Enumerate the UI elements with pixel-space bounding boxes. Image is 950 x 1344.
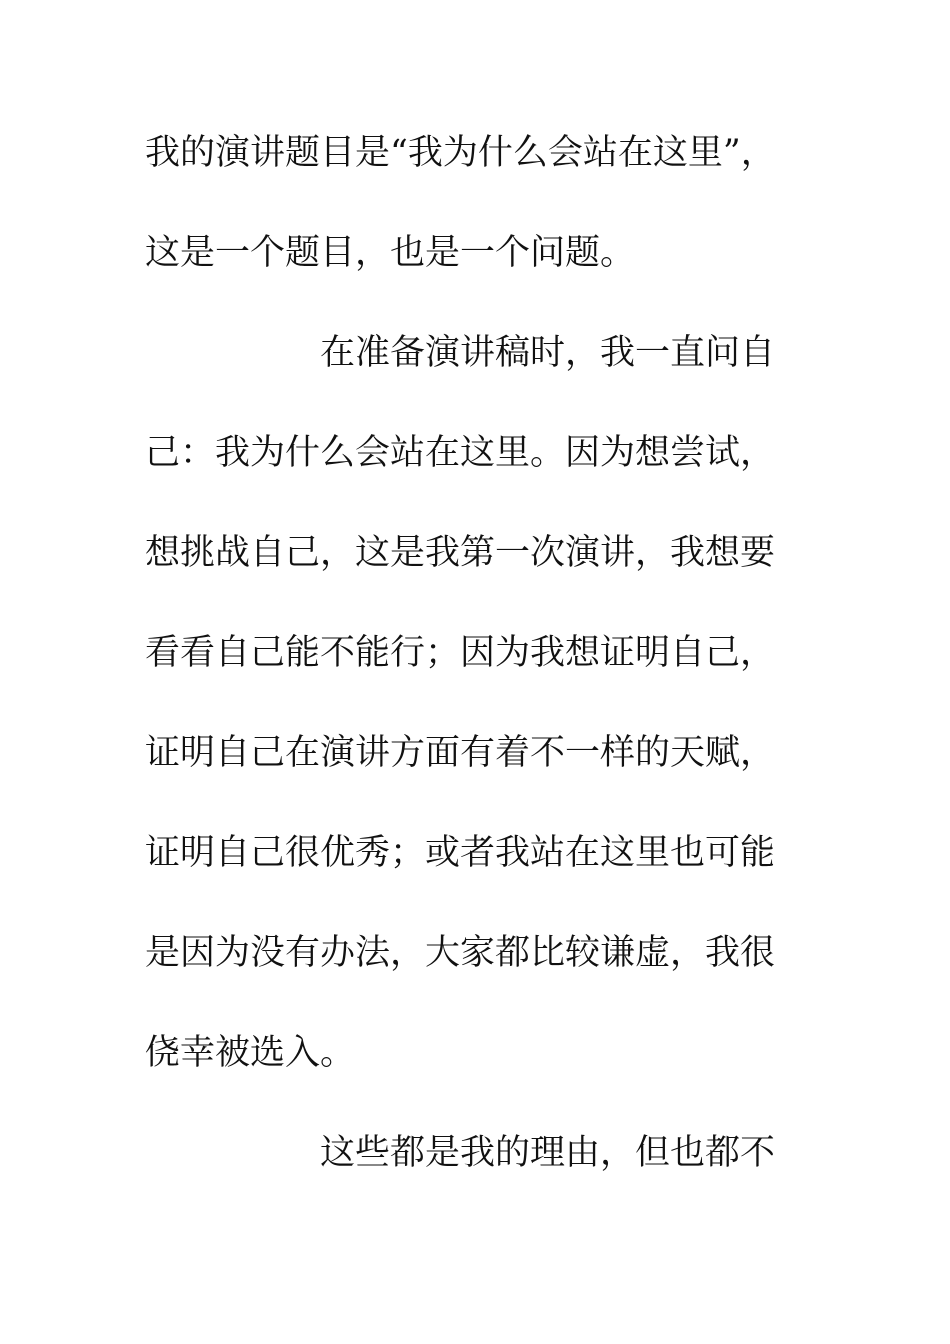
text-line-6: 看看自己能不能行；因为我想证明自己，	[145, 633, 776, 673]
text-line-8: 证明自己很优秀；或者我站在这里也可能	[145, 833, 776, 873]
text-line-4: 己：我为什么会站在这里。因为想尝试，	[145, 433, 776, 473]
text-line-10: 侥幸被选入。	[145, 1033, 356, 1073]
text-line-1: 我的演讲题目是“我为什么会站在这里”，	[145, 133, 776, 173]
text-line-9: 是因为没有办法，大家都比较谦虚，我很	[145, 933, 776, 973]
text-line-3: 在准备演讲稿时，我一直问自	[320, 333, 776, 373]
text-line-7: 证明自己在演讲方面有着不一样的天赋，	[145, 733, 776, 773]
text-line-2: 这是一个题目，也是一个问题。	[145, 233, 636, 273]
text-line-11: 这些都是我的理由，但也都不	[320, 1133, 776, 1173]
text-line-5: 想挑战自己，这是我第一次演讲，我想要	[145, 533, 776, 573]
